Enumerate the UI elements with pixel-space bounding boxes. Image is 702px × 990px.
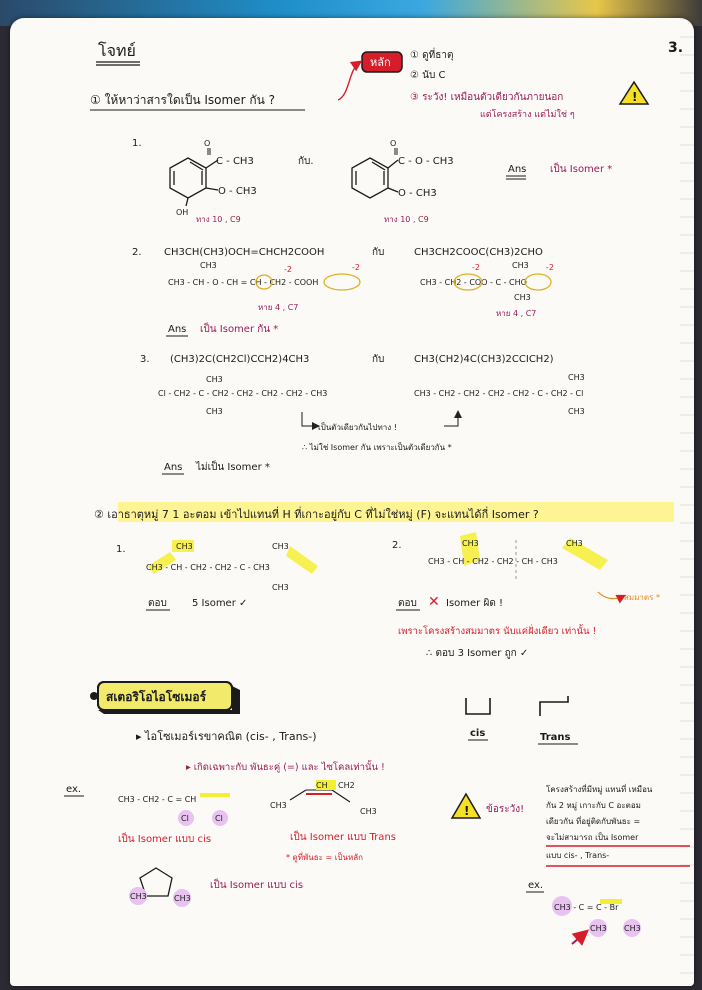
svg-text:C - CH3: C - CH3 (216, 156, 254, 167)
principle-item-3: ③ ระวัง! เหมือนตัวเดียวกันภายนอก (410, 92, 564, 103)
q1-p3-right-chain: CH3 - CH2 - CH2 - CH2 - CH2 - C - CH2 - Cl (414, 389, 584, 398)
svg-text:CH: CH (316, 781, 328, 790)
q1-p3-num: 3. (140, 354, 150, 365)
q1-p1-right-note: ทาง 10 , C9 (384, 215, 429, 224)
warning-line-5: แบบ cis- , Trans- (546, 851, 610, 860)
ex4-chain: CH3 - C = C - Br (554, 903, 619, 912)
q2-p1-num: 1. (116, 544, 126, 555)
svg-text:-2: -2 (472, 263, 480, 272)
principle-item-1: ① ดูที่ธาตุ (410, 50, 454, 61)
q1-p3-right-formula: CH3(CH2)4C(CH3)2CCICH2) (414, 354, 554, 365)
ex4-label: ex. (528, 880, 544, 891)
svg-text:CH3: CH3 (206, 407, 223, 416)
q1-p3-left-chain: Cl - CH2 - C - CH2 - CH2 - CH2 - CH2 - CH3 (158, 389, 328, 398)
svg-text:CH3: CH3 (590, 924, 607, 933)
svg-text:CH3: CH3 (568, 407, 585, 416)
q1-p1-left-note: ทาง 10 , C9 (196, 215, 241, 224)
q2-p1-answer: 5 Isomer ✓ (192, 598, 248, 609)
principle-item-4: แต่โครงสร้าง แต่ไม่ใช่ ๆ (480, 110, 575, 120)
svg-text:-2: -2 (546, 263, 554, 272)
svg-text:✕: ✕ (428, 594, 440, 610)
warning-line-3: เดียวกัน ที่อยู่ติดกับพันธะ = (546, 817, 641, 826)
stereo-banner (98, 682, 240, 714)
page-number: 3. (668, 40, 684, 56)
q1-p3-left-formula: (CH3)2C(CH2Cl)CCH2)4CH3 (170, 354, 310, 365)
principle-label: หลัก (370, 56, 391, 69)
ex1-chain: CH3 - CH2 - C = CH (118, 795, 197, 804)
q2-p2-num: 2. (392, 540, 402, 551)
q1-p1-answer: เป็น Isomer * (550, 164, 613, 175)
q2-p2-ans-label: ตอบ (398, 598, 417, 609)
svg-text:OH: OH (176, 208, 189, 217)
ex3-result: เป็น Isomer แบบ cis (210, 880, 304, 891)
q1-p1-ans-label: Ans (508, 164, 527, 175)
svg-text:O - CH3: O - CH3 (218, 186, 257, 197)
svg-text:CH3: CH3 (360, 807, 377, 816)
q1-p2-with: กับ (372, 247, 385, 258)
q1-p2-answer: เป็น Isomer กัน * (200, 324, 279, 335)
svg-text:CH3: CH3 (176, 542, 193, 551)
svg-text:CH3: CH3 (624, 924, 641, 933)
trans-shape (540, 696, 568, 716)
q1-p2-ans-label: Ans (168, 324, 187, 335)
svg-text:CH3: CH3 (568, 373, 585, 382)
svg-text:CH3: CH3 (272, 542, 289, 551)
svg-text:-2: -2 (284, 265, 292, 274)
warning-title: ข้อระวัง! (486, 804, 525, 815)
q1-p3-ans-label: Ans (164, 462, 183, 473)
cyclopentane (129, 868, 191, 907)
warning-line-2: กัน 2 หมู่ เกาะกับ C อะตอม (546, 801, 641, 810)
principle-item-2: ② นับ C (410, 70, 446, 81)
svg-text:-2: -2 (352, 263, 360, 272)
q1-p3-note2: ∴ ไม่ใช่ Isomer กัน เพราะเป็นตัวเดียวกัน * (302, 443, 452, 452)
q1-p2-right-chain: CH3 - CH2 - COO - C - CHO (420, 278, 527, 287)
q1-p1-num: 1. (132, 138, 142, 149)
svg-text:CH3: CH3 (174, 894, 191, 903)
ex-label: ex. (66, 784, 82, 795)
svg-text:O: O (390, 139, 397, 148)
q2-p2-wrong: Isomer ผิด ! (446, 598, 504, 609)
q1-title: ① ให้หาว่าสารใดเป็น Isomer กัน ? (90, 93, 275, 107)
svg-text:CH3: CH3 (270, 801, 287, 810)
svg-text:C - O - CH3: C - O - CH3 (398, 156, 454, 167)
q1-p1-with: กับ. (298, 156, 314, 167)
svg-text:CH3: CH3 (200, 261, 217, 270)
q2-title: ② เอาธาตุหมู่ 7 1 อะตอม เข้าไปแทนที่ H ที่เกาะอยู่กับ C ที่ไม่ใช่หมู่ (F) จะแทนได้กี่ Isomer ? (94, 508, 539, 521)
trans-label: Trans (540, 732, 571, 743)
warning-line-1: โครงสร้างที่มีหมู่ แทนที่ เหมือน (546, 785, 653, 794)
q2-p2-symmetry: สมมาตร * (624, 593, 660, 602)
q1-p2-left-formula: CH3CH(CH3)OCH=CHCH2COOH (164, 247, 325, 258)
q2-p1-chain: CH3 - CH - CH2 - CH2 - C - CH3 (146, 563, 270, 572)
svg-text:Cl: Cl (181, 814, 189, 823)
stereo-geo: ▸ ไอโซเมอร์เรขาคณิต (cis- , Trans-) (136, 730, 317, 743)
q2-p2-reason: เพราะโครงสร้างสมมาตร นับแค่ฝั่งเดียว เท่านั้น ! (398, 626, 597, 637)
topic-title: โจทย์ (98, 41, 136, 60)
svg-text:CH3: CH3 (512, 261, 529, 270)
cis-shape (466, 698, 490, 714)
q1-p3-with: กับ (372, 354, 385, 365)
q2-p2-chain: CH3 - CH - CH2 - CH2 - CH - CH3 (428, 557, 558, 566)
warning-line-4: จะไม่สามารถ เป็น Isomer (546, 833, 639, 842)
cis-label: cis (470, 728, 486, 739)
principle-box (338, 52, 402, 100)
q1-p3-answer: ไม่เป็น Isomer * (196, 462, 270, 473)
stereo-banner-text: สเตอริโอไอโซเมอร์ (106, 690, 207, 704)
benzene-ring-right (352, 158, 398, 198)
svg-text:CH3: CH3 (566, 539, 583, 548)
q1-p2-left-chain: CH3 - CH - O - CH = CH - CH2 - COOH (168, 278, 319, 287)
q1-p2-num: 2. (132, 247, 142, 258)
svg-text:O: O (204, 139, 211, 148)
q1-p3-note1: เป็นตัวเดียวกันไปทาง ! (318, 423, 397, 432)
svg-text:CH3: CH3 (206, 375, 223, 384)
ex2-note: * ดูที่พันธะ = เป็นหลัก (286, 853, 364, 862)
svg-text:O - CH3: O - CH3 (398, 188, 437, 199)
trans-molecule (290, 790, 350, 802)
caution-icon (452, 794, 480, 818)
svg-text:CH3: CH3 (514, 293, 531, 302)
svg-text:Cl: Cl (215, 814, 223, 823)
stereo-condition: ▸ เกิดเฉพาะกับ พันธะคู่ (=) และ ไซโคลเท่านั้น ! (186, 762, 385, 773)
q1-p2-left-note: หาย 4 , C7 (258, 303, 299, 312)
svg-text:CH2: CH2 (338, 781, 355, 790)
svg-text:!: ! (464, 804, 470, 818)
q1-p2-right-formula: CH3CH2COOC(CH3)2CHO (414, 247, 543, 258)
q2-p1-ans-label: ตอบ (148, 598, 167, 609)
svg-text:CH3: CH3 (462, 539, 479, 548)
svg-text:CH3: CH3 (130, 892, 147, 901)
q2-p2-final: ∴ ตอบ 3 Isomer ถูก ✓ (426, 648, 529, 659)
ex1-result: เป็น Isomer แบบ cis (118, 834, 212, 845)
q1-p2-right-note: หาย 4 , C7 (496, 309, 537, 318)
ex2-result: เป็น Isomer แบบ Trans (290, 832, 396, 843)
warning-icon (620, 82, 648, 104)
svg-text:!: ! (632, 90, 638, 104)
svg-text:CH3: CH3 (272, 583, 289, 592)
benzene-ring-left (170, 158, 218, 206)
